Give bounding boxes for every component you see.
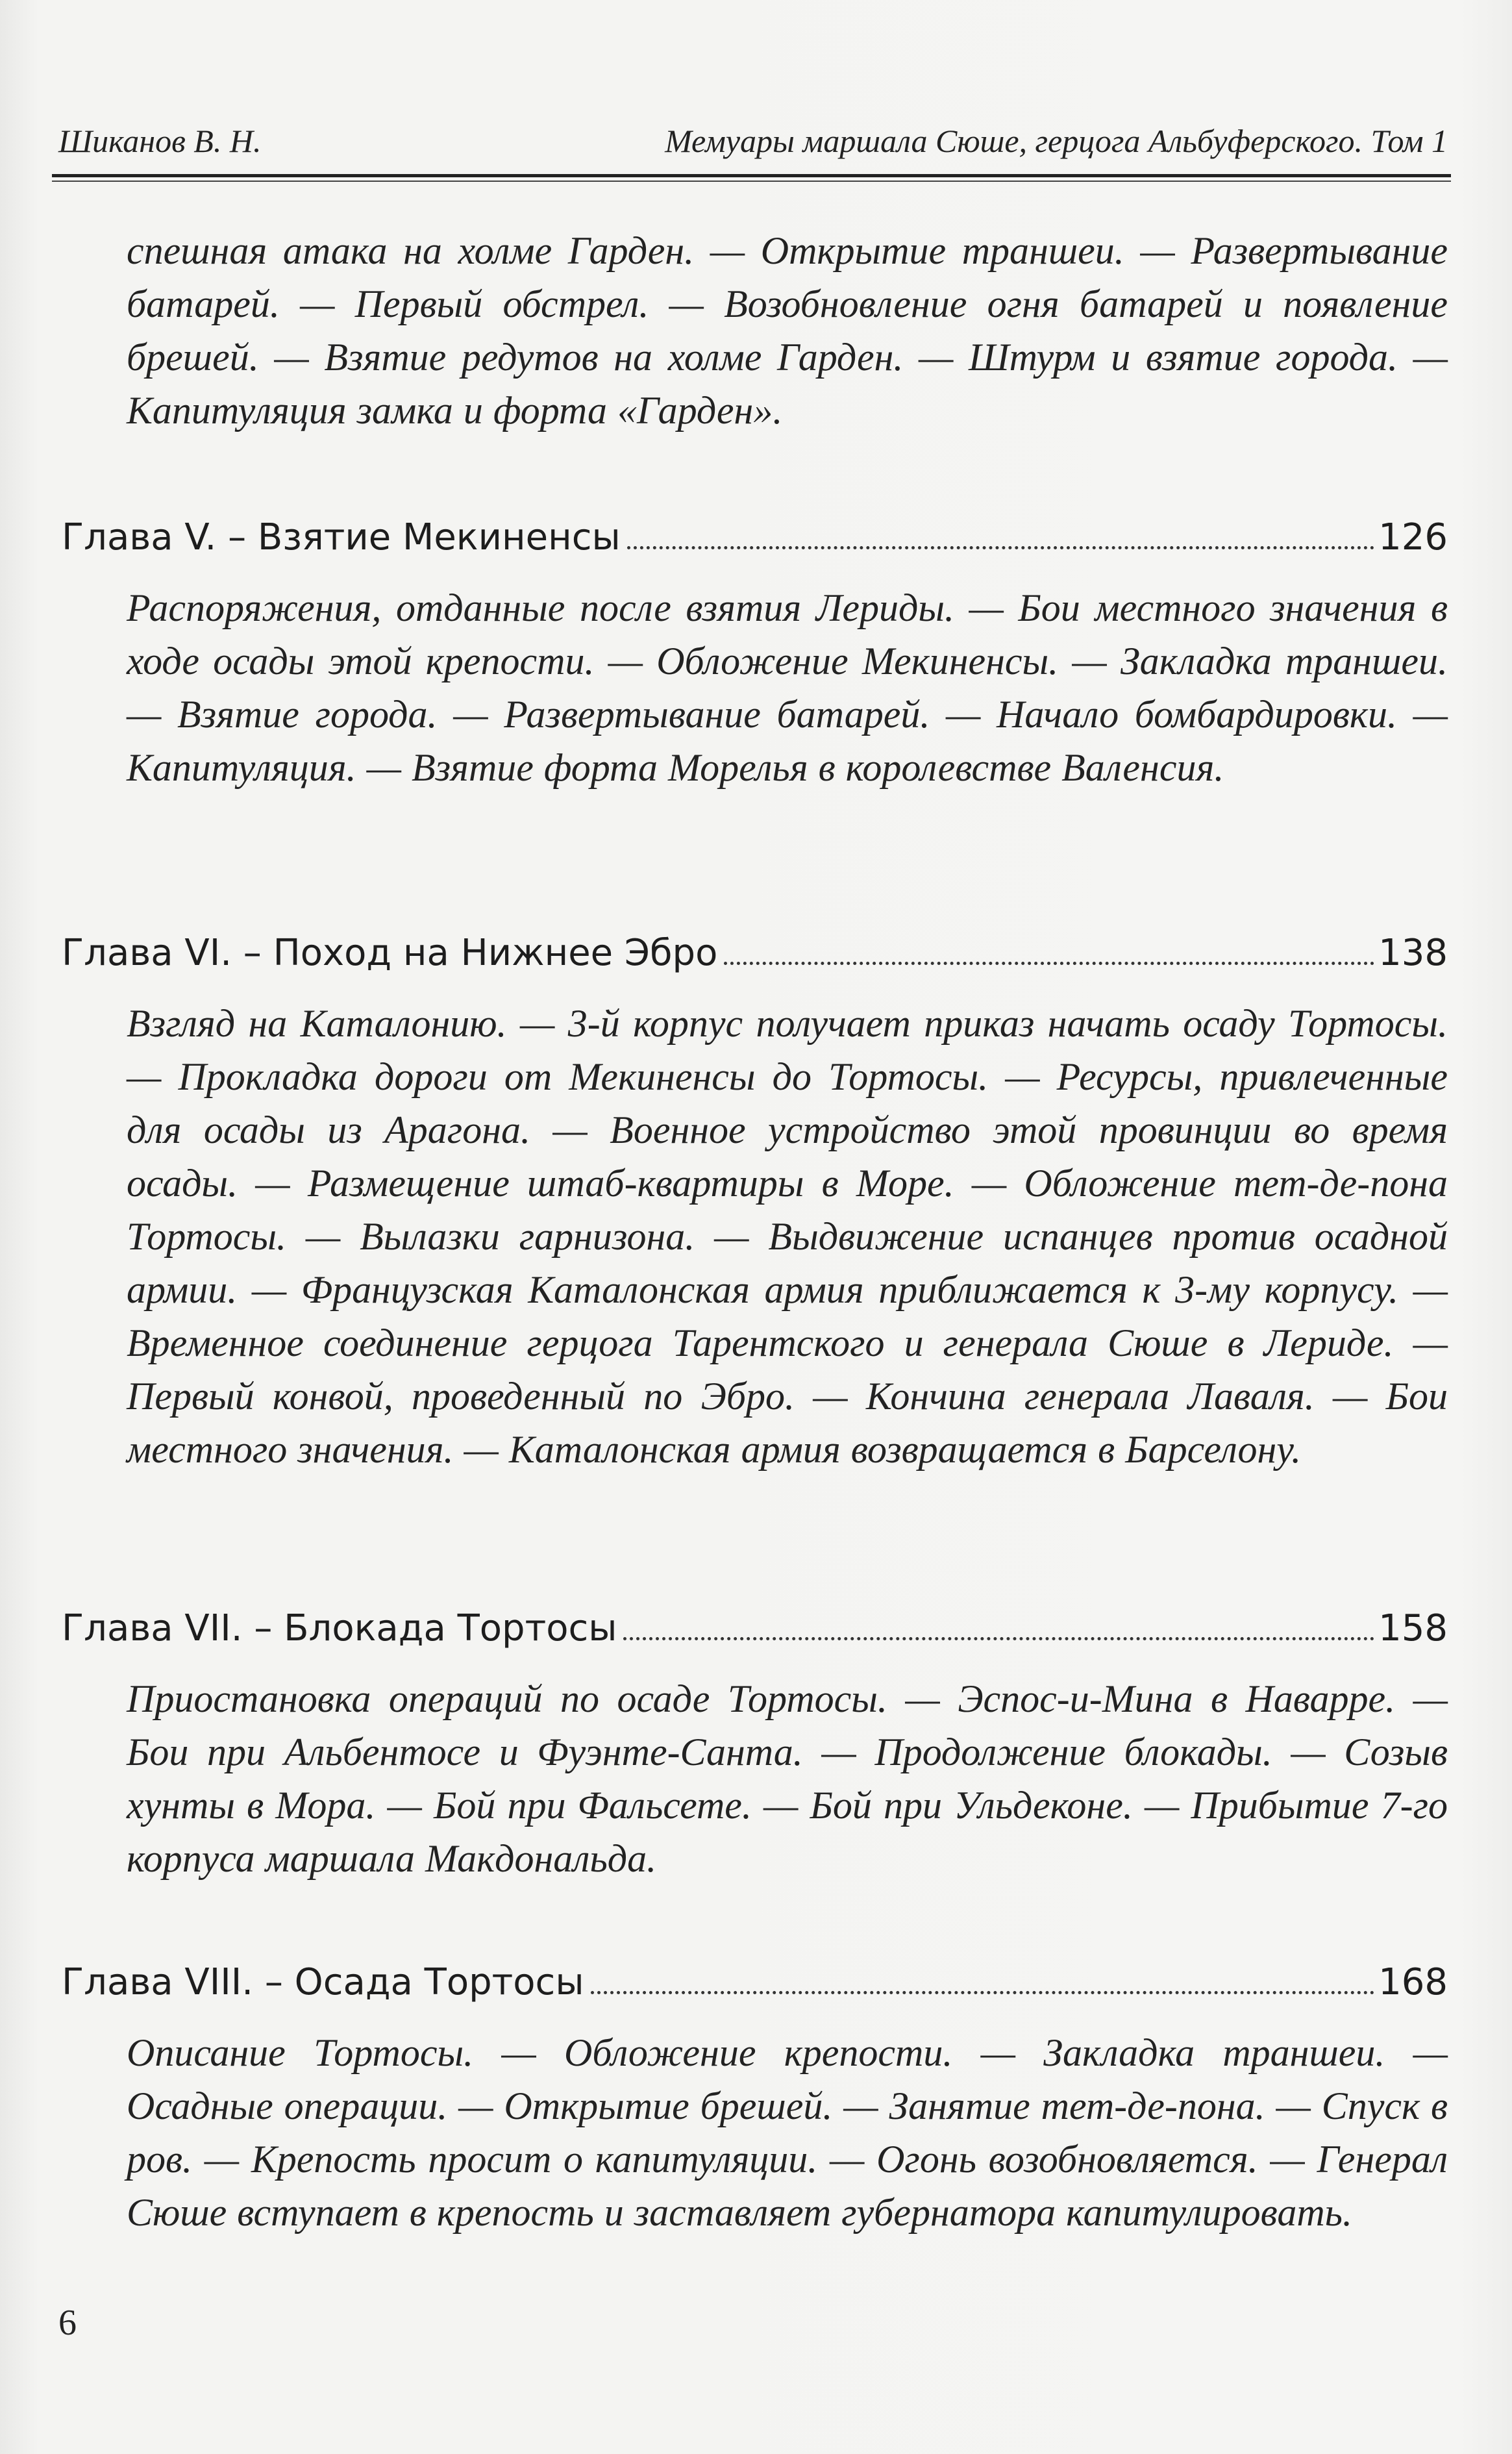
chapter-5-summary: Распоряжения, отданные после взятия Лериды. — Бои местного значения в ходе осады этой крепости. — Обложение Мекиненсы. — Закладка траншеи. — Взятие города. — Развертывание батарей. — Начало бомбардировки. — Капитуляция. — Взятие форта Морелья в королевстве Валенсия. (127, 586, 1448, 789)
chapter-page-number: 158 (1378, 1607, 1448, 1649)
running-header (58, 117, 1448, 169)
toc-entry-chapter-6[interactable] (62, 922, 1448, 974)
dot-leader (627, 546, 1374, 549)
chapter-page-number: 138 (1378, 932, 1448, 974)
chapter-title: Глава VIII. – Осада Тортосы (62, 1961, 584, 2003)
chapter-title: Глава VII. – Блокада Тортосы (62, 1607, 617, 1649)
chapter-title: Глава V. – Взятие Мекиненсы (62, 516, 621, 558)
dot-leader (724, 962, 1374, 965)
dot-leader (623, 1637, 1374, 1640)
header-rule-thick (52, 174, 1451, 177)
chapter-page-number: 126 (1378, 516, 1448, 558)
dot-leader (591, 1991, 1375, 1994)
toc-entry-chapter-7[interactable] (62, 1597, 1448, 1649)
toc-entry-chapter-5[interactable] (62, 507, 1448, 558)
intro-summary: спешная атака на холме Гарден. — Открытие траншеи. — Развертывание батарей. — Первый обстрел. — Возобновление огня батарей и появление брешей. — Взятие редутов на холме Гарден. — Штурм и взятие города. — Капитуляция замка и форта «Гарден». (127, 229, 1448, 432)
chapter-7-summary: Приостановка операций по осаде Тортосы. — Эспос-и-Мина в Наварре. — Бои при Альбентосе и Фуэнте-Санта. — Продолжение блокады. — Созыв хунты в Мора. — Бой при Фальсете. — Бой при Ульдеконе. — Прибытие 7-го корпуса маршала Макдональда. (127, 1677, 1448, 1880)
toc-entry-chapter-8[interactable] (62, 1951, 1448, 2003)
chapter-8-summary: Описание Тортосы. — Обложение крепости. — Закладка траншеи. — Осадные операции. — Открытие брешей. — Занятие тет-де-пона. — Спуск в ров. — Крепость просит о капитуляции. — Огонь возобновляется. — Генерал Сюше вступает в крепость и заставляет губернатора капитулировать. (127, 2031, 1448, 2234)
page-number: 6 (58, 2303, 77, 2343)
chapter-6-summary: Взгляд на Каталонию. — 3-й корпус получает приказ начать осаду Тортосы. — Прокладка дороги от Мекиненсы до Тортосы. — Ресурсы, привлеченные для осады из Арагона. — Военное устройство этой провинции во время осады. — Размещение штаб-квартиры в Море. — Обложение тет-де-пона Тортосы. — Вылазки гарнизона. — Выдвижение испанцев против осадной армии. — Французская Каталонская армия приближается к 3-му корпусу. — Временное соединение герцога Тарентского и генерала Сюше в Лериде. — Первый конвой, проведенный по Эбро. — Кончина генерала Лаваля. — Бои местного значения. — Каталонская армия возвращается в Барселону. (127, 1002, 1448, 1471)
header-author: Шиканов В. Н. (58, 123, 262, 159)
header-book-title: Мемуары маршала Сюше, герцога Альбуферского. Том 1 (665, 123, 1448, 159)
chapter-title: Глава VI. – Поход на Нижнее Эбро (62, 932, 718, 974)
chapter-page-number: 168 (1378, 1961, 1448, 2003)
header-rule-thin (52, 181, 1451, 182)
